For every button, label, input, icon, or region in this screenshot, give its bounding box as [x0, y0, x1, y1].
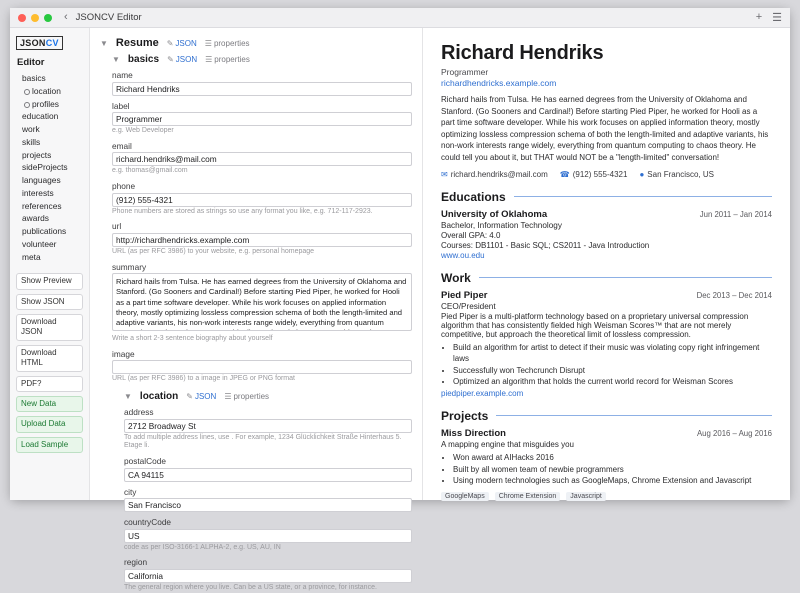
postalcode-input[interactable]: [124, 468, 412, 482]
entry-sub: CEO/President: [441, 301, 496, 311]
entry-line: Overall GPA: 4.0: [441, 230, 501, 240]
hamburger-icon[interactable]: ☰: [772, 12, 782, 24]
sidebar-item-location[interactable]: location: [16, 85, 83, 98]
location-title: location: [139, 391, 179, 402]
location-block: [112, 391, 412, 593]
region-input[interactable]: [124, 569, 412, 583]
sidebar-item-education[interactable]: education: [22, 111, 59, 122]
sidebar-actions: [16, 273, 83, 453]
list-icon: ☰: [205, 55, 213, 64]
sidebar-item-skills[interactable]: skills: [22, 136, 41, 147]
entry-link[interactable]: www.ou.edu: [441, 250, 485, 260]
entry-sub: Bachelor, Information Technology: [441, 220, 562, 230]
field-label: postalCode: [124, 456, 166, 466]
field-hint: e.g. thomas@gmail.com: [112, 167, 188, 175]
sidebar-item-profiles[interactable]: profiles: [16, 98, 83, 111]
field-city: [124, 487, 412, 513]
field-hint: Phone numbers are stored as strings so use any format you like, e.g. 712-117-2923.: [112, 207, 373, 215]
field-label: address: [124, 407, 154, 417]
preview-role: Programmer: [441, 67, 489, 77]
sidebar-item-meta[interactable]: meta: [22, 251, 41, 262]
entry-org: University of Oklahoma: [441, 208, 548, 220]
sidebar: [10, 28, 90, 500]
new-data-button[interactable]: New Data: [16, 396, 83, 412]
basics-section-header[interactable]: [112, 54, 412, 65]
entry-org: Miss Direction: [441, 427, 506, 439]
field-summary: [112, 262, 412, 344]
chevron-down-icon[interactable]: ▼: [124, 392, 132, 401]
field-label: url: [112, 221, 122, 232]
field-image: [112, 349, 412, 384]
list-item: • Won award at AIHacks 2016: [453, 452, 772, 464]
preview-website-link[interactable]: richardhendricks.example.com: [441, 78, 557, 88]
basics-block: [100, 54, 412, 593]
sidebar-item-volunteer[interactable]: volunteer: [22, 238, 57, 249]
title-bar: [10, 8, 790, 28]
entry-line: A mapping engine that misguides you: [441, 439, 574, 449]
sidebar-item-projects[interactable]: projects: [22, 149, 52, 160]
field-name: [112, 70, 412, 96]
image-input[interactable]: [112, 360, 412, 374]
sidebar-item-interests[interactable]: interests: [22, 187, 54, 198]
chevron-down-icon[interactable]: ▼: [100, 38, 108, 48]
field-label: summary: [112, 261, 147, 272]
preview-phone[interactable]: ☎ (912) 555-4321: [559, 169, 628, 179]
preview-summary: Richard hails from Tulsa. He has earned degrees from the University of Oklahoma and Stanford. (Go Sooners and Cardinal!) Before starting Pied Piper, he worked for Hooli as a part time software developer. While his work focuses on applied information theory, mostly optimizing lossless compression schema of both the length-limited and adaptive variants, his non-work interests range widely, everything from quantum computing to chaos theory. He could tell you about it, but THAT would NOT be a "length-limited" conversation!: [441, 95, 769, 162]
sidebar-item-sideprojects[interactable]: sideProjects: [22, 162, 68, 173]
field-email: [112, 141, 412, 176]
section-title: Educations: [441, 190, 772, 204]
sidebar-item-references[interactable]: references: [22, 200, 62, 211]
pencil-icon: ✎: [167, 55, 174, 64]
entry-line: Pied Piper is a multi-platform technology based on a proprietary universal compression algorithm that has consistently fielded high Weisman Scores™ that are not merely competitive, but approach the theoretical limit of lossless compression.: [441, 311, 749, 339]
map-pin-icon: ●: [639, 169, 645, 179]
entry-link[interactable]: piedpiper.example.com: [441, 388, 524, 398]
address-input[interactable]: [124, 419, 412, 433]
basics-json-tag[interactable]: ✎ JSON: [167, 55, 198, 64]
field-hint: code as per ISO-3166-1 ALPHA-2, e.g. US, AU, IN: [124, 543, 281, 551]
maximize-window-button[interactable]: [44, 14, 52, 22]
field-label: label: [112, 100, 130, 111]
field-label: countryCode: [124, 517, 172, 527]
field-hint: The general region where you live. Can be a US state, or a province, for instance.: [124, 583, 377, 591]
location-section-header[interactable]: [124, 391, 412, 402]
phone-input[interactable]: [112, 193, 412, 207]
editor-pane: [90, 28, 422, 591]
field-label: city: [124, 486, 137, 497]
field-label: name: [112, 70, 133, 80]
sidebar-item-basics[interactable]: basics: [22, 73, 46, 83]
location-json-tag[interactable]: ✎ JSON: [186, 392, 217, 401]
app-logo: JSONCV: [16, 36, 63, 50]
pencil-icon: ✎: [186, 392, 193, 401]
field-url: [112, 221, 412, 256]
tag: Javascript: [566, 492, 606, 501]
sidebar-heading: Editor: [17, 57, 45, 68]
list-item: • Build an algorithm for artist to detect if their music was violating copy right infringement laws: [453, 342, 772, 365]
entry-line: Courses: DB1101 - Basic SQL; CS2011 - Java Introduction: [441, 240, 650, 250]
field-hint: URL (as per RFC 3986) to your website, e.g. personal homepage: [112, 247, 315, 255]
entry-date: Jun 2011 – Jan 2014: [699, 209, 772, 219]
preview-section-projects: [441, 409, 772, 501]
label-input[interactable]: [112, 112, 412, 126]
tag: Chrome Extension: [495, 492, 561, 501]
preview-name: Richard Hendriks: [441, 42, 604, 64]
field-region: [124, 557, 412, 592]
field-postalcode: [124, 456, 412, 482]
field-countrycode: [124, 517, 412, 552]
field-label-title: [112, 101, 412, 136]
basics-title: basics: [127, 54, 160, 65]
field-hint: URL (as per RFC 3986) to a image in JPEG or PNG format: [112, 375, 295, 383]
preview-section-work: [441, 271, 772, 398]
upload-data-button[interactable]: Upload Data: [16, 416, 83, 432]
list-item: • Optimized an algorithm that holds the current world record for Weisman Scores: [453, 376, 772, 388]
pencil-icon: ✎: [166, 38, 174, 48]
window-controls[interactable]: [18, 14, 52, 22]
field-label: phone: [112, 181, 136, 191]
email-input[interactable]: [112, 152, 412, 166]
field-label: email: [112, 140, 132, 151]
field-label: region: [124, 557, 148, 568]
load-sample-button[interactable]: Load Sample: [16, 437, 83, 453]
summary-textarea[interactable]: [112, 273, 412, 331]
section-title: Projects: [441, 409, 772, 423]
pdf-button[interactable]: PDF?: [16, 376, 83, 392]
resume-json-tag[interactable]: ✎ JSON: [166, 38, 197, 48]
list-item: • Built by all women team of newbie programmers: [453, 464, 772, 476]
entry-org: Pied Piper: [441, 289, 488, 301]
window-title: JSONCV Editor: [75, 12, 142, 23]
field-address: [124, 407, 412, 451]
resume-preview: [422, 28, 790, 500]
entry-header: [441, 428, 772, 439]
preview-email[interactable]: ✉ richard.hendriks@mail.com: [441, 169, 548, 179]
resume-title: Resume: [115, 37, 159, 49]
preview-location: ● San Francisco, US: [639, 169, 714, 179]
show-preview-button[interactable]: Show Preview: [16, 273, 83, 289]
download-html-button[interactable]: Download HTML: [16, 345, 83, 372]
chevron-down-icon[interactable]: ▼: [112, 55, 120, 64]
envelope-icon: ✉: [441, 169, 448, 179]
preview-contact: [441, 170, 772, 179]
entry-date: Dec 2013 – Dec 2014: [696, 290, 772, 300]
entry-date: Aug 2016 – Aug 2016: [696, 428, 772, 438]
sidebar-nav: [16, 72, 83, 263]
phone-icon: ☎: [559, 169, 570, 179]
list-icon: ☰: [224, 392, 232, 401]
tag: GoogleMaps: [441, 492, 489, 501]
section-title: Work: [441, 271, 772, 285]
list-icon: ☰: [204, 38, 212, 48]
field-hint: To add multiple address lines, use . For example, 1234 Glücklichkeit Straße Hinterhaus 5. Etage li.: [124, 433, 402, 450]
resume-section-header[interactable]: [100, 37, 412, 49]
name-input[interactable]: [112, 82, 412, 96]
field-label: image: [112, 348, 135, 359]
entry-header: [441, 290, 772, 301]
list-item: • Successfully won Techcrunch Disrupt: [453, 365, 772, 377]
entry-bullets: [453, 452, 772, 487]
sidebar-item-publications[interactable]: publications: [22, 226, 67, 236]
location-properties-tag[interactable]: ☰ properties: [224, 392, 270, 401]
app-window: [10, 8, 790, 591]
back-icon[interactable]: ‹: [64, 11, 68, 23]
sidebar-item-work[interactable]: work: [22, 124, 40, 134]
city-input[interactable]: [124, 498, 412, 512]
field-hint: Write a short 2-3 sentence biography about yourself: [112, 335, 273, 342]
entry-tags: [441, 492, 772, 501]
basics-properties-tag[interactable]: ☰ properties: [205, 55, 250, 64]
field-phone: [112, 181, 412, 216]
url-input[interactable]: [112, 233, 412, 247]
sidebar-item-awards[interactable]: awards: [22, 213, 49, 224]
show-json-button[interactable]: Show JSON: [16, 294, 83, 310]
close-window-button[interactable]: [18, 14, 26, 22]
preview-section-educations: [441, 190, 772, 260]
minimize-window-button[interactable]: [31, 14, 39, 22]
list-item: • Using modern technologies such as GoogleMaps, Chrome Extension and Javascript: [453, 475, 772, 487]
resume-properties-tag[interactable]: ☰ properties: [204, 38, 250, 48]
plus-icon[interactable]: +: [755, 11, 763, 23]
field-hint: e.g. Web Developer: [112, 127, 174, 134]
download-json-button[interactable]: Download JSON: [16, 314, 83, 341]
entry-bullets: [453, 342, 772, 388]
entry-header: [441, 209, 772, 220]
countrycode-input[interactable]: [124, 529, 412, 543]
sidebar-item-languages[interactable]: languages: [22, 175, 61, 185]
